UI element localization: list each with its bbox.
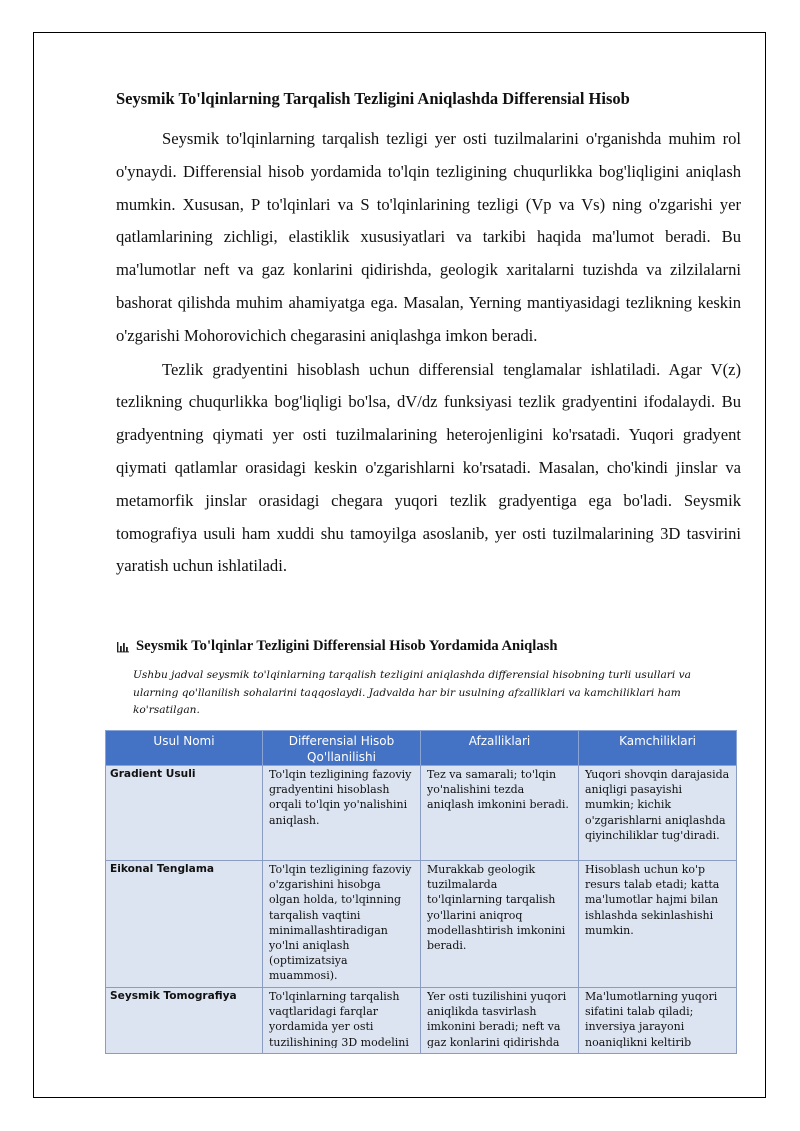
application-cell: To'lqinlarning tarqalish vaqtlaridagi farqlar yordamida yer osti tuzilishining 3D modelini: [269, 990, 409, 1048]
disadvantages-cell-wrap: [579, 988, 737, 1054]
disadvantages-cell: Yuqori shovqin darajasida aniqligi pasayishi mumkin; kichik o'zgarishlarni aniqlashda qiyinchiliklar tug'diradi.: [579, 766, 737, 861]
advantages-cell: Murakkab geologik tuzilmalarda to'lqinlarning tarqalish yo'llarini aniqroq modellashtirish imkonini beradi.: [421, 861, 579, 988]
table-row: [106, 861, 737, 988]
method-name: Seysmik Tomografiya: [106, 988, 263, 1054]
column-header: Usul Nomi: [106, 731, 263, 766]
application-cell: To'lqin tezligining fazoviy o'zgarishini hisobga olgan holda, to'lqinning tarqalish vaqtini minimallashtiradigan yo'lni aniqlash (optimizatsiya muammosi).: [263, 861, 421, 988]
document-title: Seysmik To'lqinlarning Tarqalish Tezligini Aniqlashda Differensial Hisob: [116, 89, 630, 108]
method-name: Eikonal Tenglama: [106, 861, 263, 988]
disadvantages-cell: Ma'lumotlarning yuqori sifatini talab qiladi; inversiya jarayoni noaniqlikni keltirib: [585, 990, 718, 1048]
paragraph-2: Tezlik gradyentini hisoblash uchun differensial tenglamalar ishlatiladi. Agar V(z) tezlikning chuqurlikka bog'liqligi bo'lsa, dV/dz funksiyasi tezlik gradyentini ifodalaydi. Bu gradyentning qiymati yer osti tuzilmalarining heterojenligini ko'rsatadi. Yuqori gradyent qiymati qatlamlar orasidagi keskin o'zgarishlarni ko'rsatadi. Masalan, cho'kindi jinslar va metamorfik jinslar orasidagi chegara yuqori tezlik gradyentiga ega bo'ladi. Seysmik tomografiya usuli ham xuddi shu tamoyilga asoslanib, yer osti tuzilmalarining 3D tasvirini yaratish uchun ishlatiladi.: [116, 359, 741, 576]
method-name: Gradient Usuli: [106, 766, 263, 861]
methods-table: [105, 730, 737, 1054]
table-description: Ushbu jadval seysmik to'lqinlarning tarqalish tezligini aniqlashda differensial hisobning turli usullari va ularning qo'llanilish sohalarini taqqoslaydi. Jadvalda har bir usulning afzalliklari va kamchiliklari ham ko'rsatilgan.: [133, 669, 691, 716]
disadvantages-cell: Hisoblash uchun ko'p resurs talab etadi; katta ma'lumotlar hajmi bilan ishlashda sekinlashishi mumkin.: [579, 861, 737, 988]
column-header: Kamchiliklari: [579, 731, 737, 766]
application-cell-wrap: [263, 988, 421, 1054]
table-header-row: [106, 731, 737, 766]
advantages-cell-wrap: [421, 988, 579, 1054]
table-row: [106, 766, 737, 861]
paragraph-1: Seysmik to'lqinlarning tarqalish tezligi yer osti tuzilmalarini o'rganishda muhim rol o'ynaydi. Differensial hisob yordamida to'lqin tezligining chuqurlikka bog'liqligini aniqlash mumkin. Xususan, P to'lqinlari va S to'lqinlarining tezligi (Vp va Vs) ning o'zgarishi yer qatlamlarining zichligi, elastiklik xususiyatlari va tarkibi haqida ma'lumot beradi. Bu ma'lumotlar neft va gaz konlarini qidirishda, geologik xaritalarni tuzishda va zilzilalarni bashorat qilishda muhim ahamiyatga ega. Masalan, Yerning mantiyasidagi tezlikning keskin o'zgarishi Mohorovichich chegarasini aniqlashga imkon beradi.: [116, 129, 741, 345]
table-caption: [116, 638, 756, 655]
table-row: [106, 988, 737, 1054]
bar-chart-icon: [116, 641, 130, 653]
application-cell: To'lqin tezligining fazoviy gradyentini hisoblash orqali to'lqin yo'nalishini aniqlash.: [263, 766, 421, 861]
column-header: Differensial Hisob Qo'llanilishi: [263, 731, 421, 766]
advantages-cell: Yer osti tuzilishini yuqori aniqlikda tasvirlash imkonini beradi; neft va gaz konlarini qidirishda: [427, 990, 567, 1048]
table-title: Seysmik To'lqinlar Tezligini Differensial Hisob Yordamida Aniqlash: [136, 638, 558, 654]
column-header: Afzalliklari: [421, 731, 579, 766]
document-body: [116, 88, 741, 583]
advantages-cell: Tez va samarali; to'lqin yo'nalishini tezda aniqlash imkonini beradi.: [421, 766, 579, 861]
